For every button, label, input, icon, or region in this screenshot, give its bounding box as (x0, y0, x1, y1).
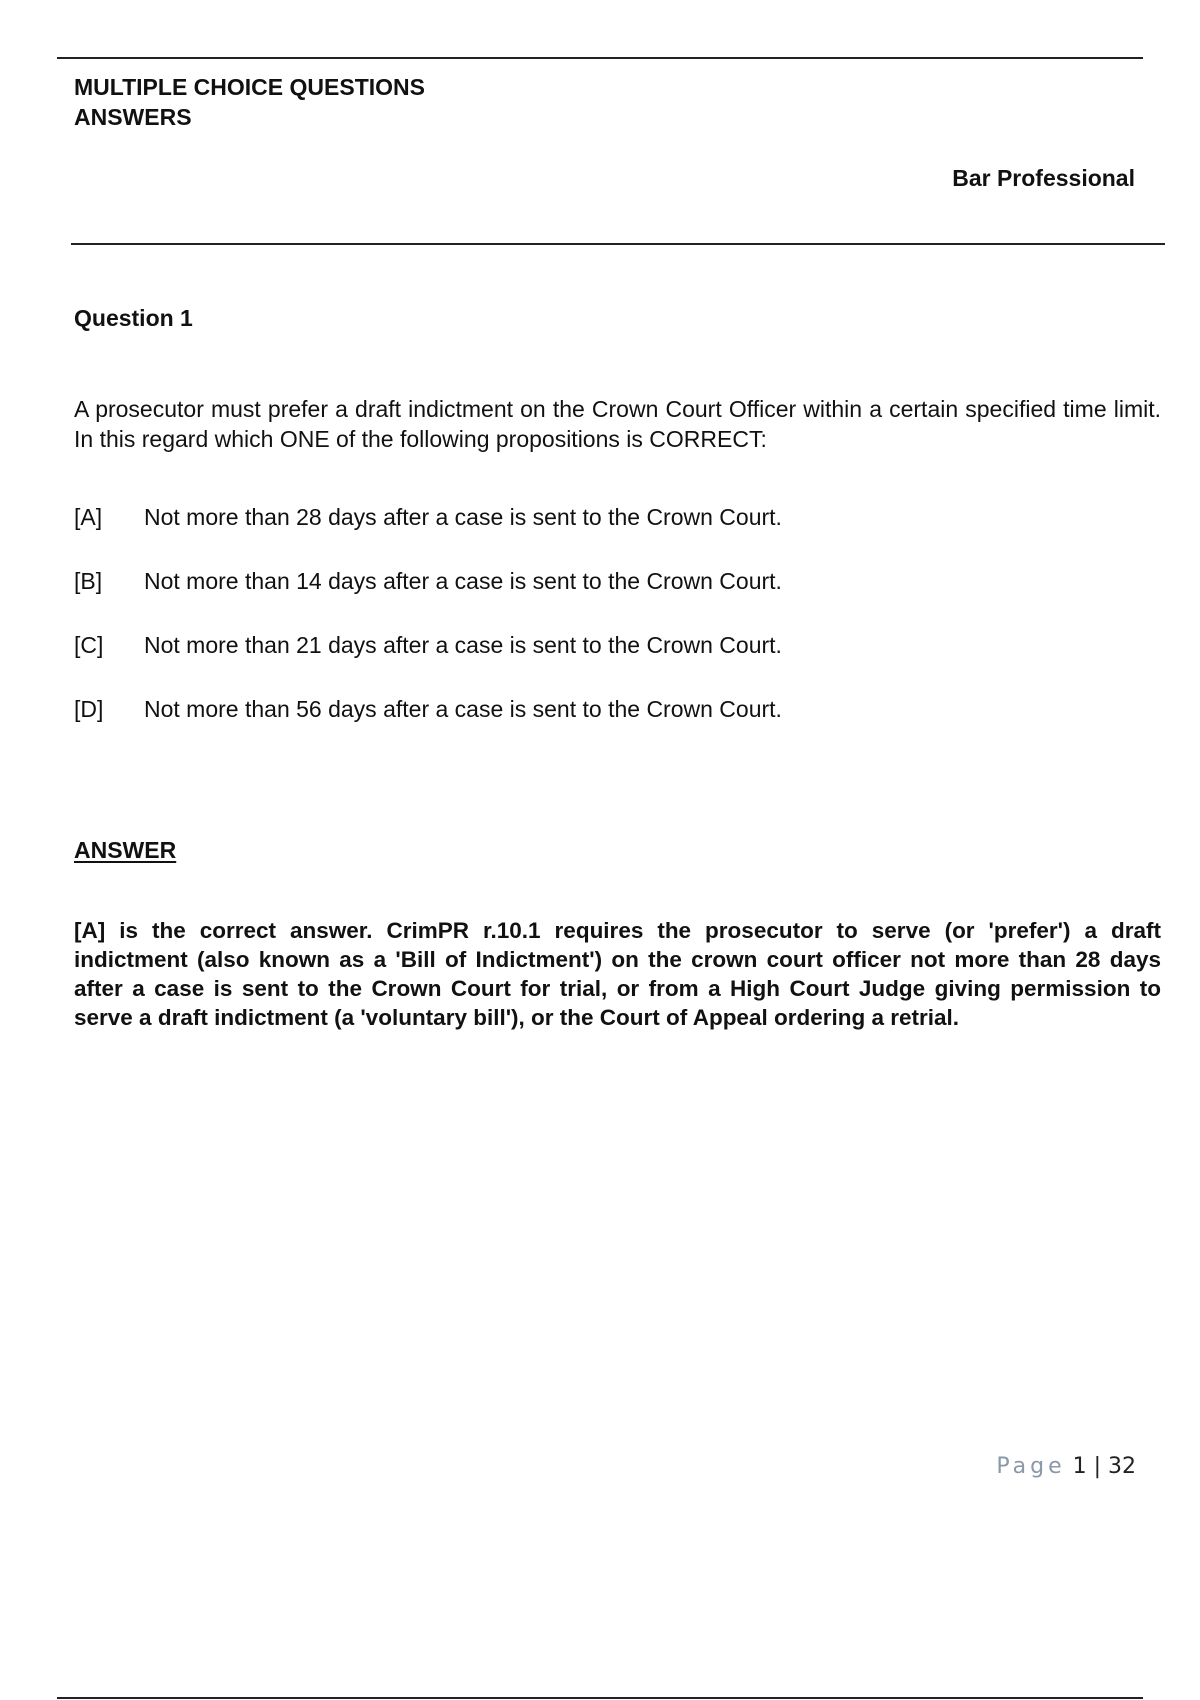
header-top-rule (57, 57, 1143, 59)
option-a (74, 502, 782, 532)
title-line-1: MULTIPLE CHOICE QUESTIONS (74, 74, 425, 100)
option-b-letter: [B] (74, 568, 103, 594)
option-b-text: Not more than 14 days after a case is sent to the Crown Court. (144, 568, 782, 594)
page-number: 1 | 32 (1072, 1454, 1136, 1479)
option-c-letter: [C] (74, 632, 104, 658)
option-a-letter: [A] (74, 504, 103, 530)
question-heading: Question 1 (74, 305, 193, 331)
option-a-text: Not more than 28 days after a case is sent to the Crown Court. (144, 504, 782, 530)
page-word: Page (996, 1454, 1066, 1479)
footer-bottom-rule (57, 1697, 1143, 1699)
option-d-letter: [D] (74, 696, 104, 722)
option-c (74, 630, 782, 660)
answer-text: [A] is the correct answer. CrimPR r.10.1 requires the prosecutor to serve (or 'prefer') a draft indictment (also known as a 'Bill of Indictment') on the crown court officer not more than 28 days after a case is sent to the Crown Court for trial, or from a High Court Judge giving permission to serve a draft indictment (a 'voluntary bill'), or the Court of Appeal ordering a retrial. (74, 918, 1161, 1030)
title-line-2: ANSWERS (74, 104, 192, 130)
page-footer (996, 1453, 1136, 1481)
course-label: Bar Professional (952, 165, 1135, 191)
header-bottom-rule (71, 243, 1165, 245)
option-d (74, 694, 782, 724)
option-d-text: Not more than 56 days after a case is sent to the Crown Court. (144, 696, 782, 722)
question-text: A prosecutor must prefer a draft indictment on the Crown Court Officer within a certain specified time limit. In this regard which ONE of the following propositions is CORRECT: (74, 396, 1161, 452)
document-title (74, 72, 425, 132)
option-b (74, 566, 782, 596)
option-c-text: Not more than 21 days after a case is sent to the Crown Court. (144, 632, 782, 658)
answer-heading: ANSWER (74, 837, 177, 863)
